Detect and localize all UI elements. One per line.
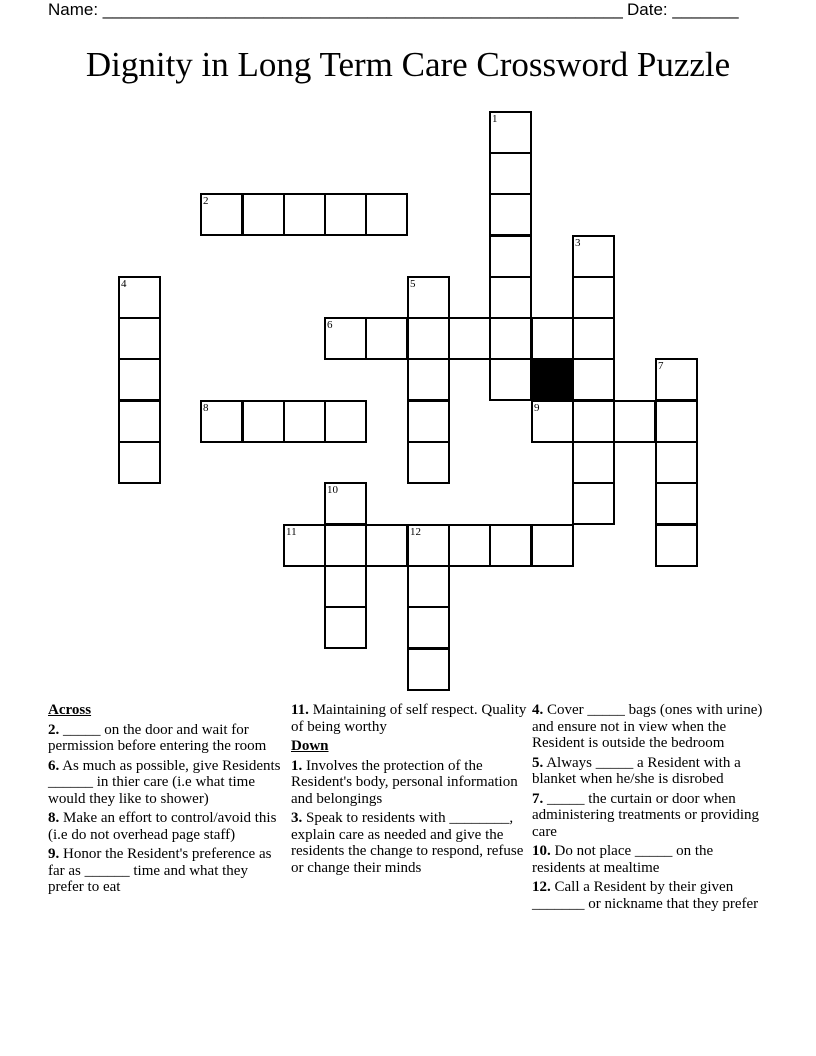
clue-down-3: 3. Speak to residents with ________, explain care as needed and give the residents the change to respond, refuse or change their minds — [291, 810, 524, 876]
crossword-cell[interactable] — [489, 193, 532, 236]
crossword-cell[interactable] — [242, 400, 285, 443]
crossword-cell[interactable] — [448, 524, 491, 567]
crossword-cell[interactable] — [572, 400, 615, 443]
crossword-cell[interactable] — [489, 276, 532, 319]
crossword-cell[interactable] — [407, 648, 450, 691]
crossword-cell[interactable] — [655, 482, 698, 525]
clue-number: 10 — [327, 484, 338, 496]
crossword-cell[interactable] — [118, 441, 161, 484]
crossword-cell[interactable] — [407, 358, 450, 401]
crossword-cell[interactable] — [572, 235, 615, 278]
crossword-cell[interactable] — [200, 400, 243, 443]
crossword-cell[interactable] — [118, 358, 161, 401]
crossword-cell[interactable] — [242, 193, 285, 236]
crossword-cell[interactable] — [407, 524, 450, 567]
clue-number: 7 — [658, 360, 664, 372]
crossword-cell[interactable] — [407, 441, 450, 484]
down-heading: Down — [291, 738, 329, 754]
clue-down-1: 1. Involves the protection of the Resident's body, personal information and belongings — [291, 757, 518, 807]
crossword-cell[interactable] — [365, 193, 408, 236]
clue-number: 4 — [121, 278, 127, 290]
clue-across-6: 6. As much as possible, give Residents ______ in thier care (i.e what time would they like to shower) — [48, 757, 281, 807]
clue-number: 8 — [203, 402, 209, 414]
crossword-cell[interactable] — [531, 400, 574, 443]
crossword-cell[interactable] — [448, 317, 491, 360]
crossword-cell[interactable] — [283, 524, 326, 567]
crossword-cell[interactable] — [531, 317, 574, 360]
crossword-cell[interactable] — [324, 193, 367, 236]
clue-down-7: 7. _____ the curtain or door when administering treatments or providing care — [532, 790, 760, 840]
crossword-cell[interactable] — [489, 358, 532, 401]
crossword-cell[interactable] — [489, 111, 532, 154]
crossword-cell[interactable] — [613, 400, 656, 443]
crossword-cell[interactable] — [531, 524, 574, 567]
crossword-cell[interactable] — [489, 235, 532, 278]
clues-column-3 — [532, 702, 768, 915]
across-heading: Across — [48, 702, 92, 718]
crossword-cell[interactable] — [655, 358, 698, 401]
date-field-label: Date: _______ — [627, 0, 739, 19]
crossword-cell[interactable] — [489, 152, 532, 195]
clue-number: 11 — [286, 526, 297, 538]
clue-number: 12 — [410, 526, 421, 538]
clue-number: 5 — [410, 278, 416, 290]
clues-column-2 — [291, 702, 527, 879]
crossword-cell[interactable] — [655, 400, 698, 443]
black-square — [531, 358, 574, 401]
crossword-cell[interactable] — [572, 358, 615, 401]
clue-number: 9 — [534, 402, 540, 414]
clue-across-9: 9. Honor the Resident's preference as far as ______ time and what they prefer to eat — [48, 846, 272, 895]
clue-across-2: 2. _____ on the door and wait for permission before entering the room — [48, 721, 267, 754]
crossword-cell[interactable] — [655, 524, 698, 567]
crossword-cell[interactable] — [407, 565, 450, 608]
crossword-cell[interactable] — [489, 317, 532, 360]
clue-number: 3 — [575, 237, 581, 249]
crossword-cell[interactable] — [324, 482, 367, 525]
crossword-cell[interactable] — [324, 606, 367, 649]
name-field-label: Name: _______________________________________________________ — [48, 0, 623, 19]
crossword-cell[interactable] — [655, 441, 698, 484]
crossword-cell[interactable] — [407, 400, 450, 443]
clue-down-4: 4. Cover _____ bags (ones with urine) and ensure not in view when the Resident is outside the bedroom — [532, 702, 763, 751]
clue-across-8: 8. Make an effort to control/avoid this (i.e do not overhead page staff) — [48, 810, 277, 843]
crossword-cell[interactable] — [283, 400, 326, 443]
clue-down-5: 5. Always _____ a Resident with a blanket when he/she is disrobed — [532, 754, 741, 787]
crossword-cell[interactable] — [118, 400, 161, 443]
crossword-cell[interactable] — [572, 276, 615, 319]
crossword-cell[interactable] — [407, 606, 450, 649]
crossword-cell[interactable] — [365, 524, 408, 567]
crossword-cell[interactable] — [407, 276, 450, 319]
crossword-cell[interactable] — [365, 317, 408, 360]
crossword-cell[interactable] — [407, 317, 450, 360]
crossword-cell[interactable] — [283, 193, 326, 236]
crossword-cell[interactable] — [324, 317, 367, 360]
crossword-cell[interactable] — [324, 524, 367, 567]
clue-number: 6 — [327, 319, 333, 331]
crossword-cell[interactable] — [572, 317, 615, 360]
crossword-cell[interactable] — [324, 400, 367, 443]
clue-across-11: 11. Maintaining of self respect. Quality of being worthy — [291, 702, 527, 735]
crossword-cell[interactable] — [324, 565, 367, 608]
crossword-cell[interactable] — [572, 441, 615, 484]
page-title: Dignity in Long Term Care Crossword Puzzle — [85, 45, 731, 84]
crossword-cell[interactable] — [572, 482, 615, 525]
crossword-cell[interactable] — [489, 524, 532, 567]
clue-number: 2 — [203, 195, 209, 207]
clue-down-10: 10. Do not place _____ on the residents at mealtime — [532, 843, 714, 876]
clues-column-1 — [48, 702, 284, 899]
clue-number: 1 — [492, 113, 498, 125]
crossword-cell[interactable] — [200, 193, 243, 236]
crossword-cell[interactable] — [118, 317, 161, 360]
clue-down-12: 12. Call a Resident by their given _______ or nickname that they prefer — [532, 879, 759, 912]
crossword-cell[interactable] — [118, 276, 161, 319]
